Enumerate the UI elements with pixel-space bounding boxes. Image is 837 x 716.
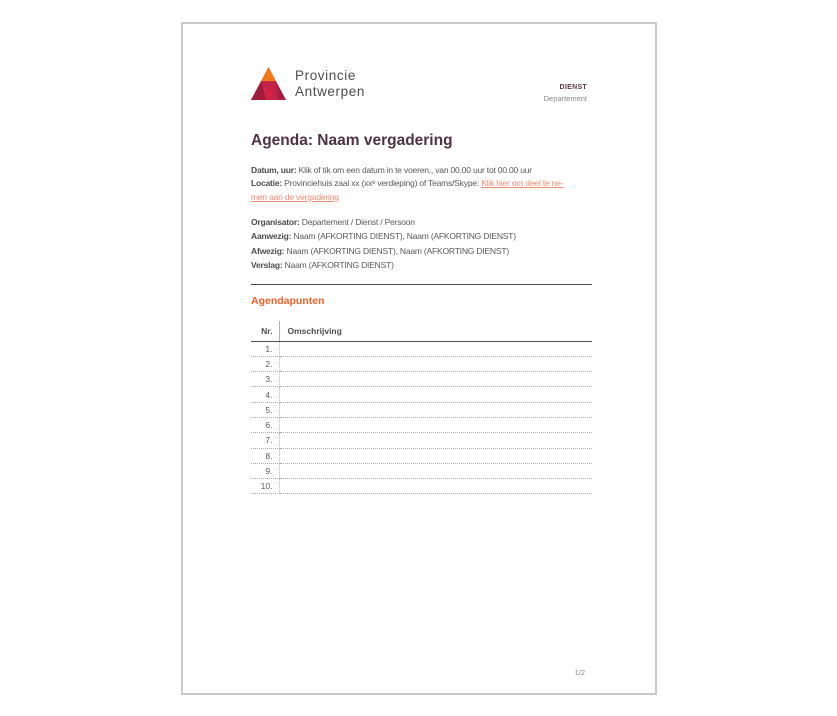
verslag-line [251, 258, 516, 272]
locatie-label: Locatie: [251, 178, 282, 189]
locatie-line [251, 177, 563, 204]
table-row [251, 433, 592, 448]
header-omschrijving: Omschrijving [279, 321, 592, 341]
aanwezig-label: Aanwezig: [251, 231, 292, 242]
organisator-line [251, 215, 516, 229]
row-description-cell[interactable] [279, 448, 592, 463]
afwezig-line [251, 244, 516, 258]
table-row [251, 372, 592, 387]
verslag-label: Verslag: [251, 260, 283, 271]
aanwezig-line [251, 229, 516, 243]
row-description-cell[interactable] [279, 402, 592, 417]
afwezig-value: Naam (AFKORTING DIENST), Naam (AFKORTING DIENST) [286, 245, 509, 256]
table-header-row [251, 321, 592, 341]
organisator-label: Organisator: [251, 217, 300, 227]
row-number-cell: 6. [251, 417, 279, 432]
people-block [251, 215, 516, 273]
row-description-cell[interactable] [279, 463, 592, 478]
datum-line [251, 164, 563, 177]
row-number-cell: 7. [251, 433, 279, 448]
logo-line2: Antwerpen [295, 83, 365, 99]
row-description-cell[interactable] [279, 479, 592, 494]
join-meeting-link-line1[interactable]: Klik hier om deel te ne- [481, 178, 564, 189]
table-row [251, 448, 592, 463]
datum-value: Klik of tik om een datum in te voeren., van 00.00 uur tot 00.00 uur [298, 165, 532, 175]
datum-label: Datum, uur: [251, 165, 297, 175]
logo-triangle-icon [251, 66, 286, 101]
row-number-cell: 1. [251, 341, 279, 356]
table-row [251, 356, 592, 371]
join-meeting-link-line2[interactable]: men aan de vergadering [251, 191, 339, 202]
provincie-antwerpen-logo [251, 66, 365, 101]
meeting-meta [251, 164, 563, 204]
agendapunten-heading: Agendapunten [251, 295, 325, 307]
logo-line1: Provincie [295, 68, 356, 83]
table-row [251, 417, 592, 432]
row-number-cell: 8. [251, 448, 279, 463]
row-number-cell: 4. [251, 387, 279, 402]
row-number-cell: 5. [251, 402, 279, 417]
page-title: Agenda: Naam vergadering [251, 132, 453, 149]
table-row [251, 479, 592, 494]
row-number-cell: 3. [251, 372, 279, 387]
page-number: 1/2 [574, 668, 585, 677]
table-row [251, 387, 592, 402]
locatie-value: Provinciehuis zaal xx (xxᵉ verdieping) of Teams/Skype: [284, 178, 480, 189]
row-description-cell[interactable] [279, 387, 592, 402]
organisator-value: Departement / Dienst / Persoon [301, 217, 415, 227]
table-row [251, 463, 592, 478]
org-block [544, 84, 587, 103]
table-row [251, 341, 592, 356]
row-description-cell[interactable] [279, 417, 592, 432]
row-description-cell[interactable] [279, 356, 592, 371]
aanwezig-value: Naam (AFKORTING DIENST), Naam (AFKORTING DIENST) [293, 231, 516, 242]
row-number-cell: 2. [251, 356, 279, 371]
agenda-table [251, 321, 592, 494]
row-number-cell: 9. [251, 463, 279, 478]
verslag-value: Naam (AFKORTING DIENST) [284, 260, 394, 271]
afwezig-label: Afwezig: [251, 245, 285, 256]
row-description-cell[interactable] [279, 372, 592, 387]
document-page [181, 22, 657, 695]
row-number-cell: 10. [251, 479, 279, 494]
departement-label: Departement [543, 94, 587, 103]
logo-wordmark [295, 68, 365, 99]
row-description-cell[interactable] [279, 433, 592, 448]
divider-line [251, 284, 592, 285]
dienst-label: DIENST [559, 84, 587, 91]
table-row [251, 402, 592, 417]
header-nr: Nr. [251, 321, 279, 341]
row-description-cell[interactable] [279, 341, 592, 356]
